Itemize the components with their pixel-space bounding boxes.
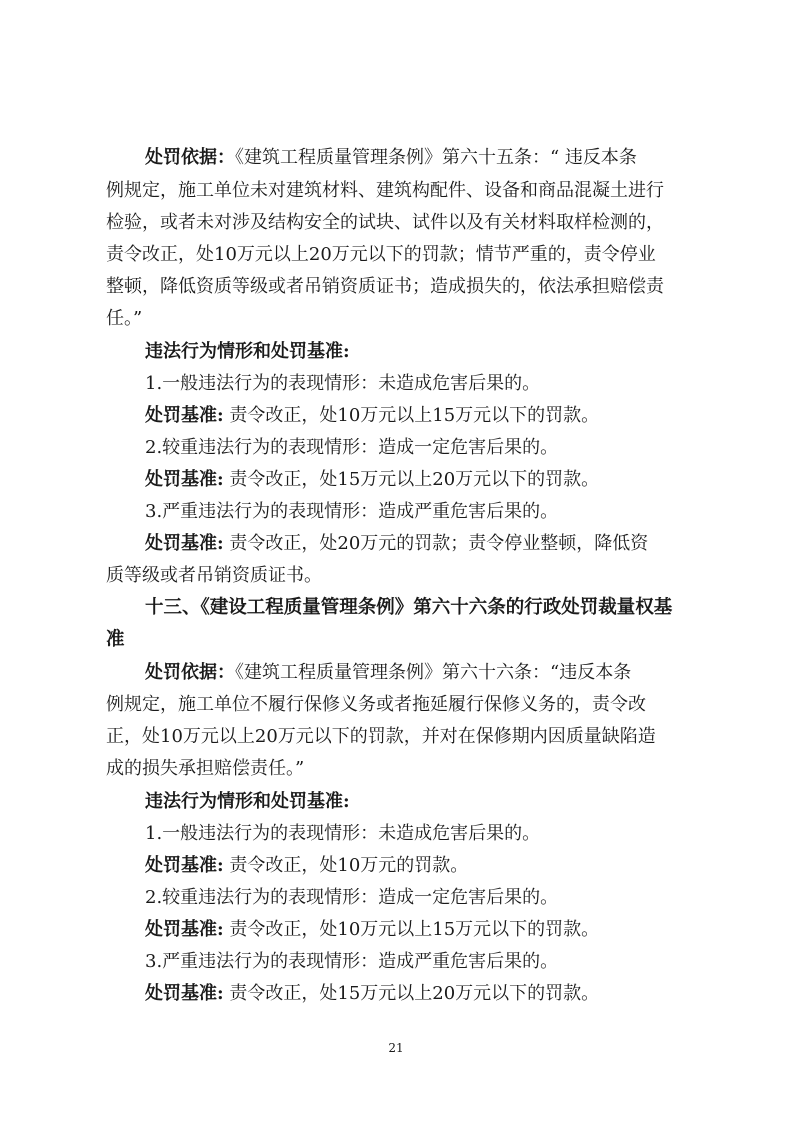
standards-heading: 违法行为情形和处罚基准: <box>145 791 350 812</box>
penalty-text: 责令改正，处15万元以上20万元以下的罚款。 <box>223 469 600 490</box>
penalty-item <box>145 979 696 1009</box>
basis-paragraph-line <box>145 143 696 173</box>
basis-paragraph-line: 例规定，施工单位不履行保修义务或者拖延履行保修义务的，责令改 <box>106 694 646 715</box>
penalty-item <box>145 529 696 559</box>
basis-text: 《建筑工程质量管理条例》第六十六条：“违反本条 <box>235 662 632 683</box>
penalty-item <box>145 465 696 495</box>
basis-paragraph-line: 整顿，降低资质等级或者吊销资质证书；造成损失的，依法承担赔偿责 <box>106 276 664 297</box>
situation-item: 2.较重违法行为的表现情形：造成一定危害后果的。 <box>145 887 559 908</box>
basis-paragraph-line: 检验，或者未对涉及结构安全的试块、试件以及有关材料取样检测的， <box>106 212 664 233</box>
penalty-label: 处罚基准: <box>145 855 224 876</box>
penalty-text: 责令改正，处15万元以上20万元以下的罚款。 <box>223 983 600 1004</box>
penalty-item <box>145 401 696 431</box>
penalty-item <box>145 851 696 881</box>
basis-paragraph-line: 任。” <box>106 308 143 329</box>
basis-paragraph-line: 例规定，施工单位未对建筑材料、建筑构配件、设备和商品混凝土进行 <box>106 180 664 201</box>
penalty-label: 处罚基准: <box>145 533 224 554</box>
penalty-text: 责令改正，处20万元的罚款；责令停业整顿，降低资 <box>223 533 649 554</box>
basis-label: 处罚依据： <box>145 147 235 168</box>
situation-item: 1.一般违法行为的表现情形：未造成危害后果的。 <box>145 373 541 394</box>
situation-item: 3.严重违法行为的表现情形：造成严重危害后果的。 <box>145 501 559 522</box>
situation-item: 2.较重违法行为的表现情形：造成一定危害后果的。 <box>145 437 559 458</box>
basis-paragraph-line: 责令改正，处10万元以上20万元以下的罚款；情节严重的，责令停业 <box>106 244 656 265</box>
situation-item: 1.一般违法行为的表现情形：未造成危害后果的。 <box>145 823 541 844</box>
penalty-label: 处罚基准: <box>145 919 224 940</box>
penalty-item <box>145 915 696 945</box>
penalty-text: 责令改正，处10万元以上15万元以下的罚款。 <box>223 405 600 426</box>
penalty-text: 责令改正，处10万元以上15万元以下的罚款。 <box>223 919 600 940</box>
section-title: 十三、《建设工程质量管理条例》第六十六条的行政处罚裁量权基 <box>145 597 673 618</box>
basis-paragraph-line: 成的损失承担赔偿责任。” <box>106 758 305 779</box>
standards-heading: 违法行为情形和处罚基准: <box>145 341 350 362</box>
basis-label: 处罚依据： <box>145 662 235 683</box>
situation-item: 3.严重违法行为的表现情形：造成严重危害后果的。 <box>145 951 559 972</box>
basis-paragraph-line: 正，处10万元以上20万元以下的罚款，并对在保修期内因质量缺陷造 <box>106 726 656 747</box>
basis-text: 《建筑工程质量管理条例》第六十五条：“ 违反本条 <box>235 147 637 168</box>
section-title-continuation: 准 <box>106 629 125 650</box>
penalty-label: 处罚基准: <box>145 469 224 490</box>
basis-paragraph-line <box>145 658 696 688</box>
penalty-label: 处罚基准: <box>145 405 224 426</box>
page-number: 21 <box>388 1041 404 1055</box>
penalty-text: 责令改正，处10万元的罚款。 <box>223 855 469 876</box>
penalty-continuation: 质等级或者吊销资质证书。 <box>106 565 322 586</box>
penalty-label: 处罚基准: <box>145 983 224 1004</box>
